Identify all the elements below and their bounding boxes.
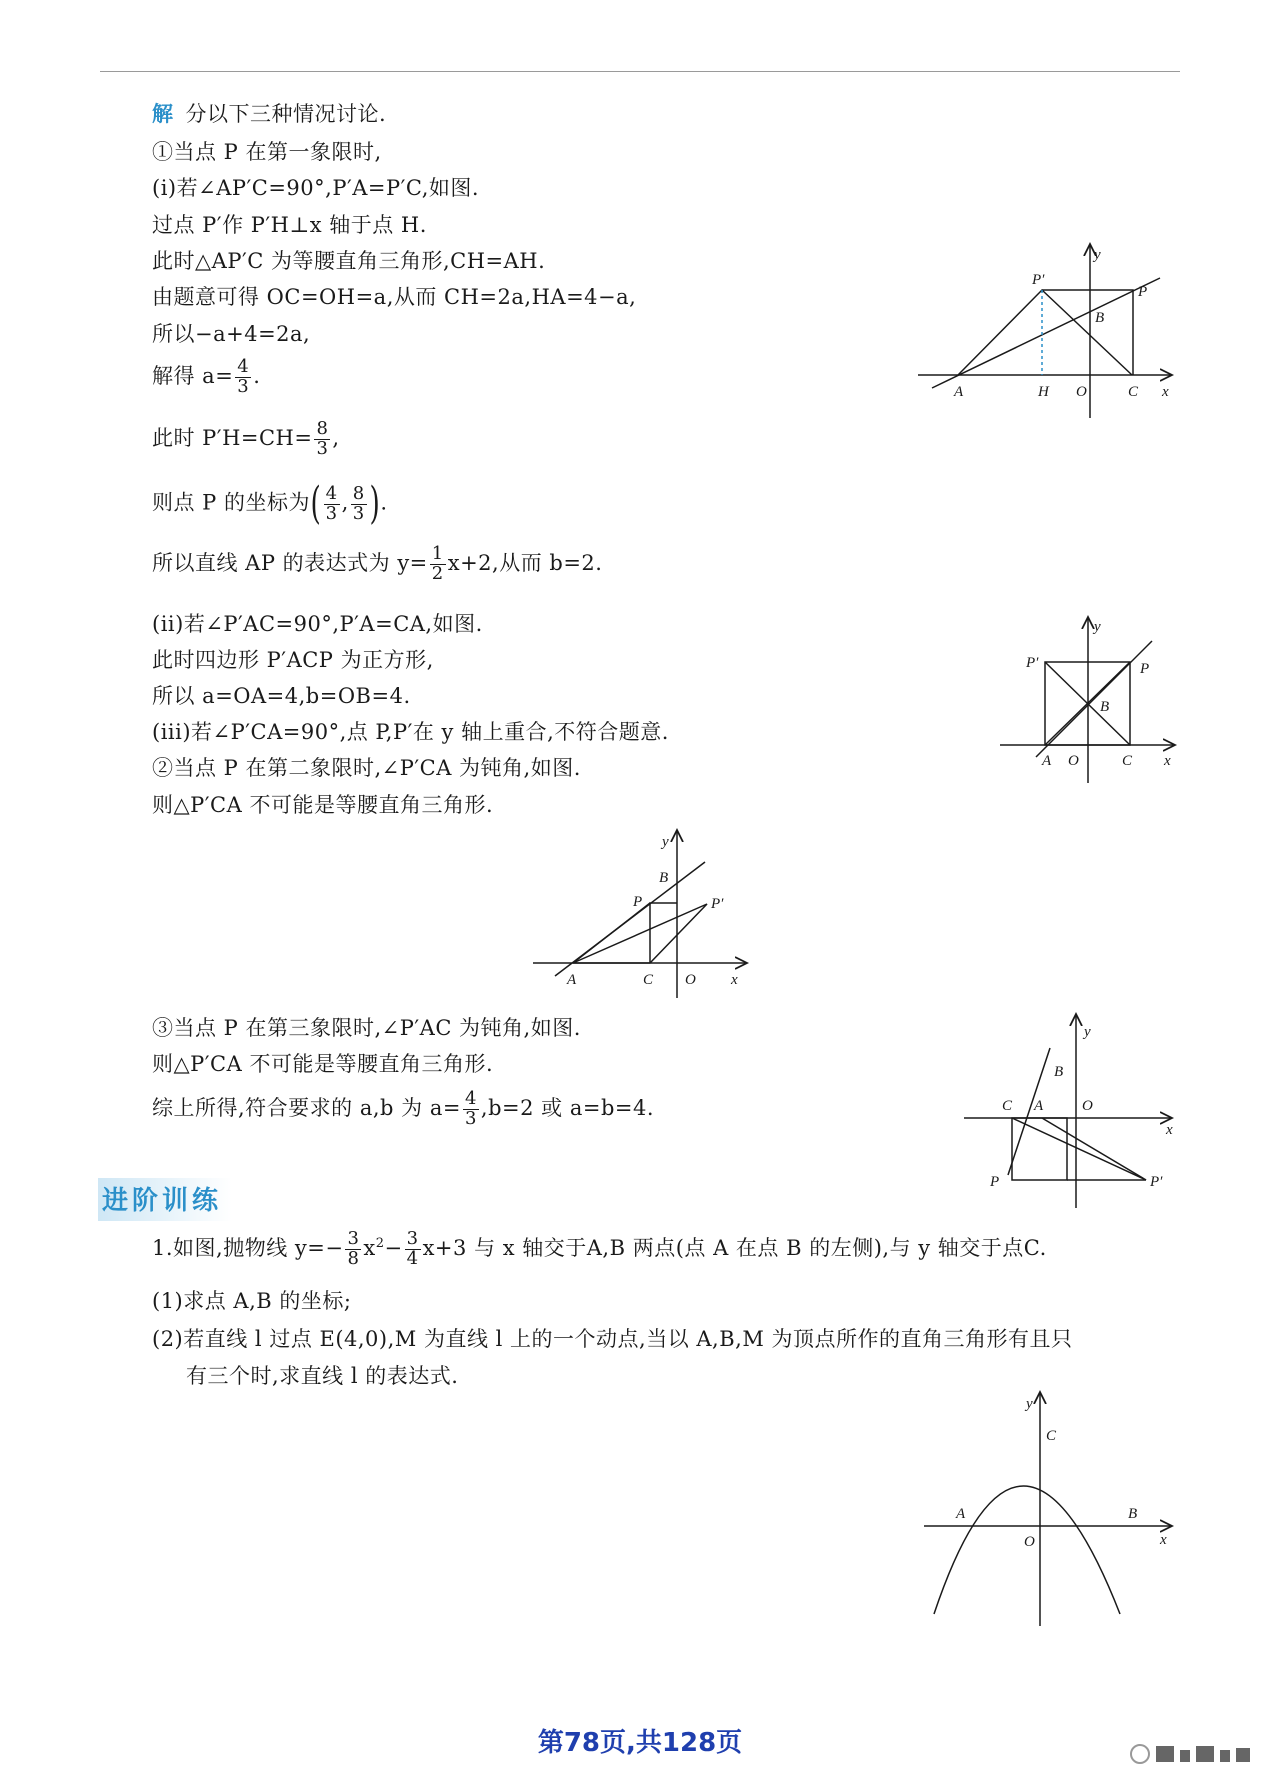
solution-line-19: 则△P′CA 不可能是等腰直角三角形.: [152, 1052, 494, 1076]
fig2-label: x: [1164, 753, 1171, 769]
fig1-label: H: [1038, 384, 1049, 400]
fig1-label: B: [1095, 310, 1105, 326]
fig1-label: x: [1162, 384, 1169, 400]
fig1-label: A: [954, 384, 964, 400]
fig2-label: y: [1094, 619, 1101, 635]
figure-2: [1000, 615, 1180, 785]
solution-line-4: 过点 P′作 P′H⊥x 轴于点 H.: [152, 213, 427, 237]
fig4-label: x: [1166, 1122, 1173, 1138]
fig5-label: O: [1024, 1534, 1035, 1550]
fig4-line-cp: [1012, 1118, 1146, 1180]
solution-line-14: 所以 a=OA=4,b=OB=4.: [152, 684, 411, 708]
page-footer: 第78页,共128页: [537, 1728, 743, 1758]
fig4-label: P: [990, 1174, 1000, 1190]
figure-3: [525, 828, 755, 1003]
solution-line-12: (ii)若∠P′AC=90°,P′A=CA,如图.: [152, 612, 483, 636]
exercise-sub-2-line-1: (2)若直线 l 过点 E(4,0),M 为直线 l 上的一个动点,当以 A,B,M 为顶点所作的直角三角形有且只: [152, 1327, 1073, 1351]
fig3-label: B: [659, 870, 669, 886]
fig3-label: O: [685, 972, 696, 988]
fig2-label: P: [1140, 661, 1150, 677]
fig1-label: P: [1138, 284, 1148, 300]
solution-line-5: 此时△AP′C 为等腰直角三角形,CH=AH.: [152, 249, 546, 273]
solution-line-6: 由题意可得 OC=OH=a,从而 CH=2a,HA=4−a,: [152, 285, 637, 309]
fig1-label: C: [1128, 384, 1139, 400]
fig4-line-ap: [1042, 1118, 1146, 1180]
fig1-label: y: [1094, 247, 1101, 263]
solution-line-9: 此时 P′H=CH= $\frac{8}{3}$ ,: [152, 418, 340, 459]
solution-line-1: 解 分以下三种情况讨论.: [152, 101, 387, 126]
solution-line-16: ②当点 P 在第二象限时,∠P′CA 为钝角,如图.: [152, 756, 581, 780]
watermark-logo: [1128, 1742, 1258, 1768]
fig2-label: A: [1042, 753, 1052, 769]
exercise-sub-2-line-2: 有三个时,求直线 l 的表达式.: [186, 1364, 459, 1388]
exercise-question-1: 1.如图,抛物线 y=− $\frac{3}{8}$ $x^2-$ $\frac{3}{4}$ x+3 与 x 轴交于A,B 两点(点 A 在点 B 的左侧),与 y 轴交于点C.: [152, 1228, 1047, 1269]
fig2-label: O: [1068, 753, 1079, 769]
fig1-label: O: [1076, 384, 1087, 400]
solution-line-17: 则△P′CA 不可能是等腰直角三角形.: [152, 793, 494, 817]
fig3-label: P: [633, 894, 643, 910]
solution-line-11: 所以直线 AP 的表达式为 y= $\frac{1}{2}$ x+2,从而 b=2.: [152, 543, 603, 584]
figure-1: [910, 240, 1180, 420]
fig5-label: y: [1026, 1396, 1033, 1412]
fig2-label: C: [1122, 753, 1133, 769]
fig4-label: O: [1082, 1098, 1093, 1114]
fig3-label: x: [731, 972, 738, 988]
fig3-label: P′: [711, 896, 724, 912]
top-rule: [100, 71, 1180, 72]
fig4-label: A: [1034, 1098, 1044, 1114]
fraction-4-3: $\frac{4}{3}$: [237, 356, 250, 397]
solution-line-8: 解得 a= $\frac{4}{3}$ .: [152, 356, 261, 397]
fig5-label: C: [1046, 1428, 1057, 1444]
exercise-sub-1: (1)求点 A,B 的坐标;: [152, 1289, 352, 1313]
fig2-label: B: [1100, 699, 1110, 715]
fig5-label: A: [956, 1506, 966, 1522]
fig4-line-ab: [1008, 1048, 1050, 1175]
solution-line-10: 则点 P 的坐标为( $\frac{4}{3}$ , $\frac{8}{3}$ ).: [152, 478, 388, 529]
fig4-label: P′: [1150, 1174, 1163, 1190]
figure-5: [920, 1388, 1180, 1628]
fig5-label: x: [1160, 1532, 1167, 1548]
fig3-label: C: [643, 972, 654, 988]
solution-line-2: ①当点 P 在第一象限时,: [152, 140, 382, 164]
solution-line-20: 综上所得,符合要求的 a,b 为 a= $\frac{4}{3}$ ,b=2 或 a=b=4.: [152, 1088, 655, 1129]
fig4-label: B: [1054, 1064, 1064, 1080]
solution-line-7: 所以−a+4=2a,: [152, 322, 311, 346]
fig5-label: B: [1128, 1506, 1138, 1522]
fig3-label: y: [662, 834, 669, 850]
fraction-8-3: $\frac{8}{3}$: [316, 418, 329, 459]
fig3-label: A: [567, 972, 577, 988]
fig4-label: y: [1084, 1024, 1091, 1040]
fig2-label: P′: [1026, 655, 1039, 671]
fig3-triangle: [573, 904, 707, 963]
fig1-label: P′: [1032, 272, 1045, 288]
section-heading: 进阶训练: [98, 1178, 232, 1221]
solution-mark: 解: [152, 101, 174, 126]
fig2-line-ab: [1036, 641, 1152, 757]
figure-4: [960, 1010, 1180, 1210]
fraction-1-2: $\frac{1}{2}$: [431, 543, 444, 584]
solution-line-3: (i)若∠AP′C=90°,P′A=P′C,如图.: [152, 176, 480, 200]
fig3-line-ap: [573, 903, 650, 963]
solution-line-18: ③当点 P 在第三象限时,∠P′AC 为钝角,如图.: [152, 1016, 581, 1040]
fig3-rect: [650, 903, 677, 963]
fig4-label: C: [1002, 1098, 1013, 1114]
solution-line-13: 此时四边形 P′ACP 为正方形,: [152, 648, 434, 672]
solution-line-15: (iii)若∠P′CA=90°,点 P,P′在 y 轴上重合,不符合题意.: [152, 720, 669, 744]
